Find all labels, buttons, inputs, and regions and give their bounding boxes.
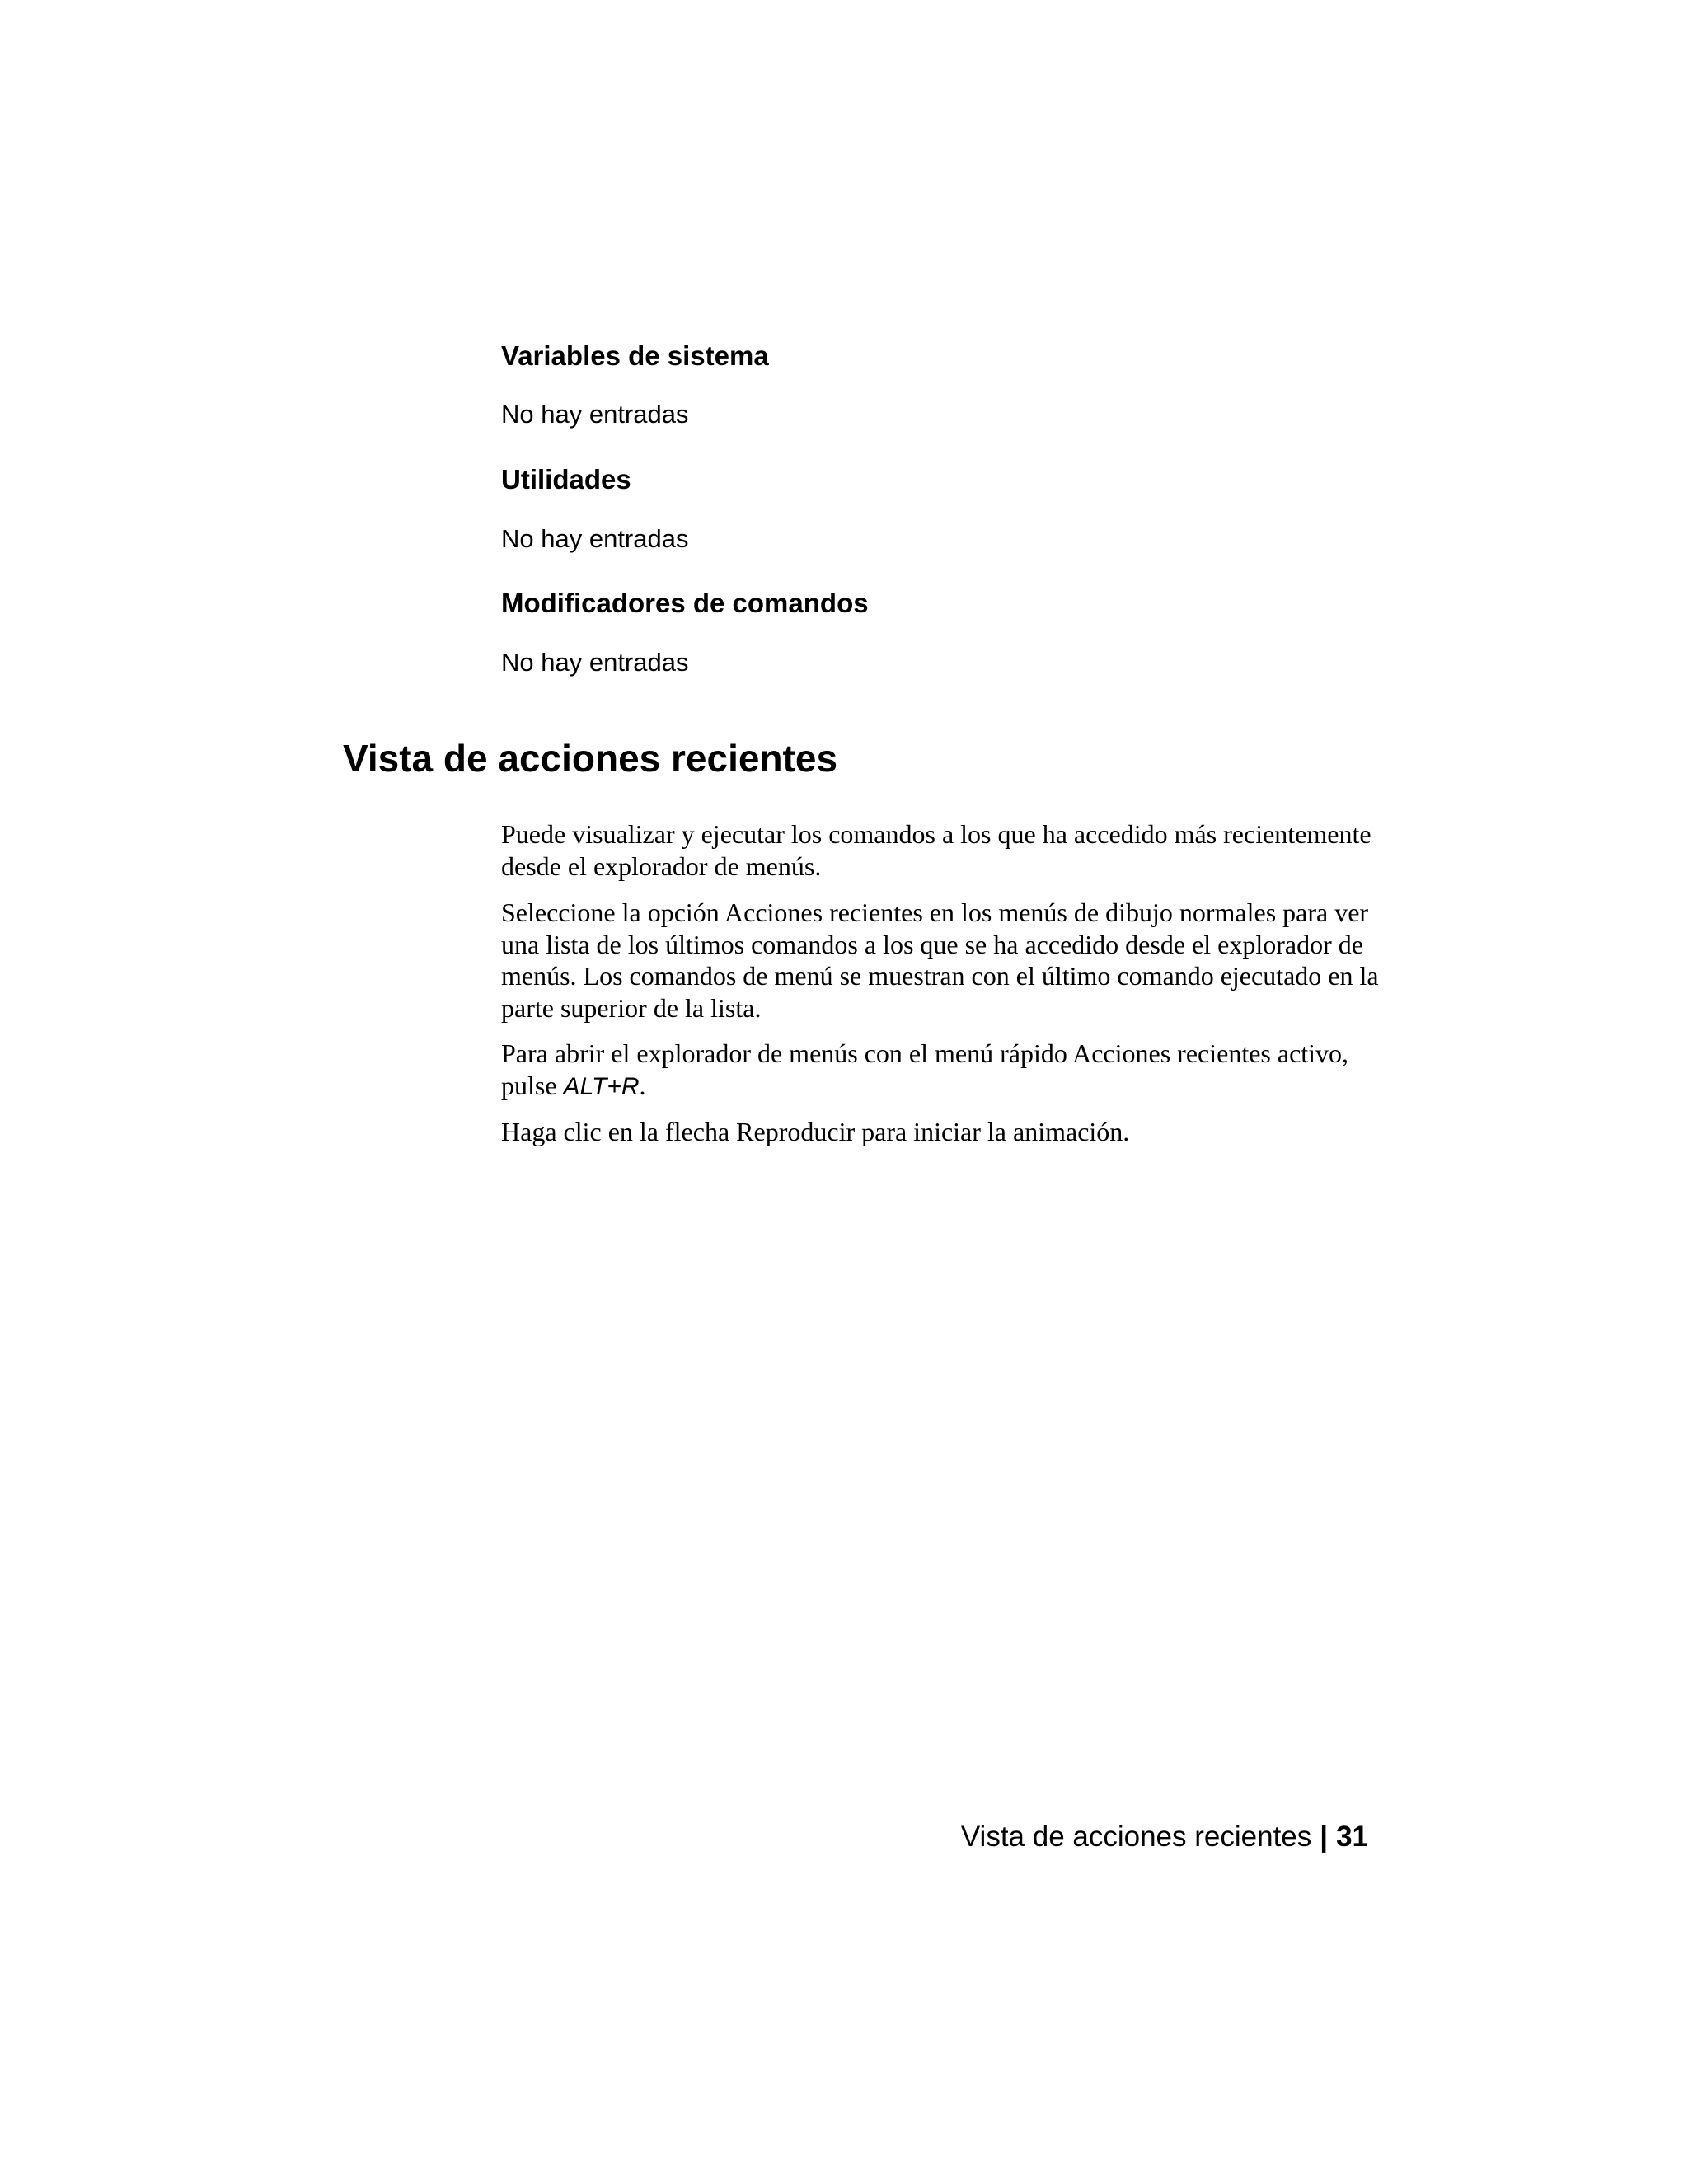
paragraph-4-text: Haga clic en la flecha Reproducir para iniciar la animación. xyxy=(501,1117,1130,1146)
paragraph-2 xyxy=(501,897,1391,1024)
paragraph-1-text: Puede visualizar y ejecutar los comandos a los que ha accedido más recientemente desde el explorador de menús. xyxy=(501,819,1372,881)
footer-separator: | xyxy=(1320,1821,1329,1853)
subsection-heading-modificadores: Modificadores de comandos xyxy=(501,588,869,618)
subsection-heading-utilidades: Utilidades xyxy=(501,464,631,494)
subsection-heading-variables: Variables de sistema xyxy=(501,340,769,371)
paragraph-2-text: Seleccione la opción Acciones recientes en los menús de dibujo normales para ver una lista de los últimos comandos a los que se ha accedido desde el explorador de menús. Los comandos de menú se muestran con el último comando ejecutado en la parte superior de la lista. xyxy=(501,898,1379,1023)
footer-section-name: Vista de acciones recientes xyxy=(960,1821,1312,1853)
paragraph-1 xyxy=(501,818,1391,882)
paragraph-4 xyxy=(501,1116,1391,1148)
section-title: Vista de acciones recientes xyxy=(343,737,838,780)
page-footer xyxy=(961,1818,1368,1856)
paragraph-3-tail: . xyxy=(639,1070,646,1100)
paragraph-3 xyxy=(501,1038,1391,1103)
paragraph-3-lead: Para abrir el explorador de menús con el menú rápido Acciones recientes activo, pulse xyxy=(501,1038,1349,1100)
paragraph-3-text xyxy=(501,1038,1391,1103)
subsection-entry-utilidades: No hay entradas xyxy=(501,524,689,553)
keyboard-shortcut: ALT+R xyxy=(563,1072,640,1100)
subsection-entry-modificadores: No hay entradas xyxy=(501,648,689,677)
subsection-entry-variables: No hay entradas xyxy=(501,400,689,429)
page-number: 31 xyxy=(1336,1821,1368,1853)
